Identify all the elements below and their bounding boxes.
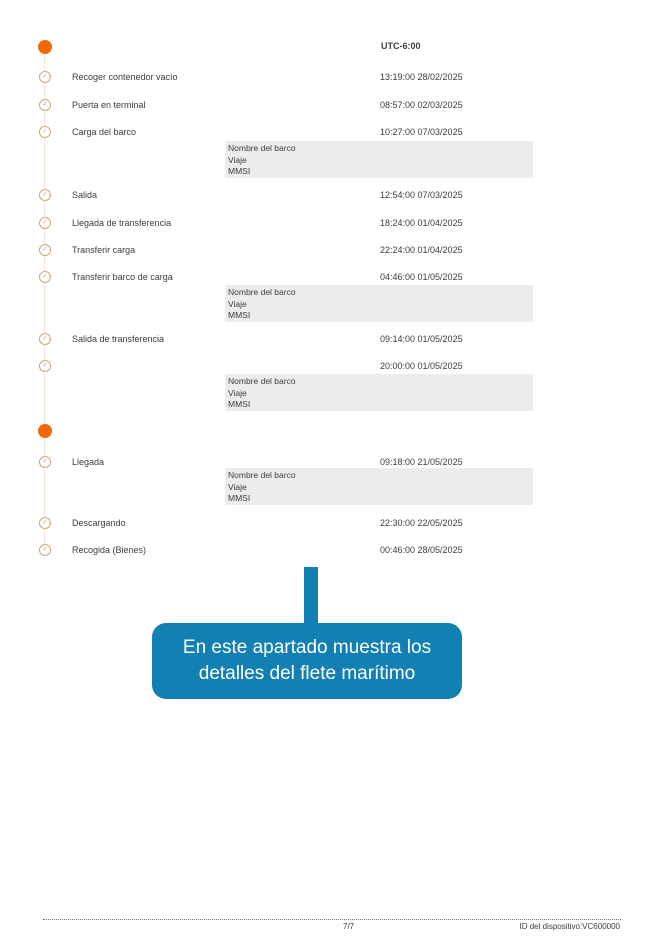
vessel-mmsi-label: MMSI bbox=[228, 493, 251, 503]
event-timestamp: 18:24:00 01/04/2025 bbox=[380, 218, 463, 228]
page-number: 7/7 bbox=[343, 922, 355, 931]
vessel-info-box bbox=[225, 374, 533, 411]
vessel-mmsi-label: MMSI bbox=[228, 166, 251, 176]
event-label: Transferir carga bbox=[72, 245, 136, 255]
event-label: Llegada de transferencia bbox=[72, 218, 172, 228]
timeline-rail bbox=[44, 47, 45, 553]
vessel-info-box bbox=[225, 141, 533, 178]
check-icon: ✓ bbox=[39, 544, 51, 556]
check-icon: ✓ bbox=[39, 271, 51, 283]
timeline-event-row bbox=[0, 544, 670, 557]
vessel-voyage-label: Viaje bbox=[228, 298, 247, 309]
callout-text: En este apartado muestra los detalles del flete marítimo bbox=[182, 637, 432, 684]
event-timestamp: 12:54:00 07/03/2025 bbox=[380, 190, 463, 200]
check-icon: ✓ bbox=[39, 456, 51, 468]
event-timestamp: 20:00:00 01/05/2025 bbox=[380, 361, 463, 371]
event-timestamp: 10:27:00 07/03/2025 bbox=[380, 127, 463, 137]
event-timestamp: 09:18:00 21/05/2025 bbox=[380, 457, 463, 467]
check-icon: ✓ bbox=[39, 244, 51, 256]
vessel-mmsi-label: MMSI bbox=[228, 310, 251, 320]
vessel-name-label: Nombre del barco bbox=[228, 143, 296, 153]
timeline-event-row bbox=[0, 126, 670, 139]
timeline-destination-dot bbox=[38, 424, 52, 438]
timezone-label: UTC-6:00 bbox=[381, 41, 421, 51]
event-label: Descargando bbox=[72, 518, 126, 528]
event-label: Puerta en terminal bbox=[72, 100, 146, 110]
vessel-voyage-label: Viaje bbox=[228, 481, 247, 492]
event-label: Recogida (Bienes) bbox=[72, 545, 147, 555]
vessel-info-box bbox=[225, 285, 533, 322]
timeline-event-row bbox=[0, 244, 670, 257]
timeline-event-row bbox=[0, 360, 670, 373]
vessel-voyage-label: Viaje bbox=[228, 387, 247, 398]
event-timestamp: 08:57:00 02/03/2025 bbox=[380, 100, 463, 110]
event-label: Llegada bbox=[72, 457, 105, 467]
vessel-mmsi-label: MMSI bbox=[228, 399, 251, 409]
timeline-origin-dot bbox=[38, 40, 52, 54]
event-timestamp: 22:30:00 22/05/2025 bbox=[380, 518, 463, 528]
event-label: Salida de transferencia bbox=[72, 334, 165, 344]
vessel-name-label: Nombre del barco bbox=[228, 376, 296, 386]
check-icon: ✓ bbox=[39, 99, 51, 111]
check-icon: ✓ bbox=[39, 71, 51, 83]
timeline-event-row bbox=[0, 71, 670, 84]
callout-pointer-line bbox=[304, 567, 318, 627]
event-label: Recoger contenedor vacío bbox=[72, 72, 178, 82]
event-timestamp: 09:14:00 01/05/2025 bbox=[380, 334, 463, 344]
event-timestamp: 04:46:00 01/05/2025 bbox=[380, 272, 463, 282]
check-icon: ✓ bbox=[39, 217, 51, 229]
timeline-event-row bbox=[0, 517, 670, 530]
check-icon: ✓ bbox=[39, 517, 51, 529]
event-label: Salida bbox=[72, 190, 98, 200]
vessel-name-label: Nombre del barco bbox=[228, 470, 296, 480]
device-id-label: ID del dispositivo:VC600000 bbox=[519, 922, 620, 931]
vessel-info-box bbox=[225, 468, 533, 505]
timeline-event-row bbox=[0, 99, 670, 112]
check-icon: ✓ bbox=[39, 189, 51, 201]
check-icon: ✓ bbox=[39, 126, 51, 138]
event-label: Transferir barco de carga bbox=[72, 272, 173, 282]
timeline-event-row bbox=[0, 271, 670, 284]
event-label: Carga del barco bbox=[72, 127, 137, 137]
check-icon: ✓ bbox=[39, 360, 51, 372]
annotation-callout bbox=[152, 623, 462, 699]
event-timestamp: 00:46:00 28/05/2025 bbox=[380, 545, 463, 555]
footer-divider bbox=[43, 919, 621, 920]
timeline-event-row bbox=[0, 189, 670, 202]
event-timestamp: 13:19:00 28/02/2025 bbox=[380, 72, 463, 82]
vessel-name-label: Nombre del barco bbox=[228, 287, 296, 297]
timeline-event-row bbox=[0, 217, 670, 230]
check-icon: ✓ bbox=[39, 333, 51, 345]
timeline-event-row bbox=[0, 333, 670, 346]
event-timestamp: 22:24:00 01/04/2025 bbox=[380, 245, 463, 255]
vessel-voyage-label: Viaje bbox=[228, 154, 247, 165]
